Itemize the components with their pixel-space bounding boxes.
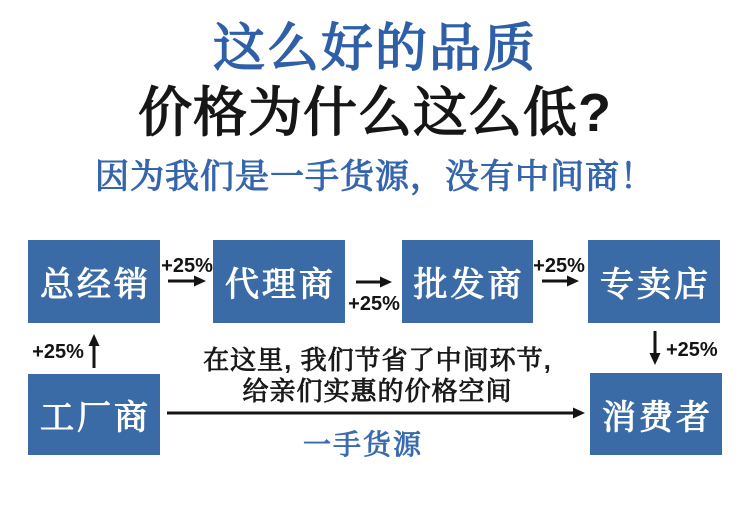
box-specialty-store: 专卖店 — [588, 240, 720, 323]
markup-label-4: +25% — [32, 341, 84, 363]
box-factory: 工厂商 — [28, 374, 160, 455]
page-title-line2: 价格为什么这么低? — [138, 83, 612, 143]
markup-label-3: +25% — [533, 255, 585, 277]
markup-label-1: +25% — [161, 255, 213, 277]
markup-label-2: +25% — [348, 293, 400, 315]
savings-note-line1: 在这里, 我们节省了中间环节, — [203, 345, 552, 375]
box-general-distributor: 总经销 — [28, 240, 160, 323]
first-hand-source-label: 一手货源 — [302, 429, 423, 460]
page-title-line1: 这么好的品质 — [212, 20, 537, 78]
savings-note — [170, 345, 585, 407]
markup-label-5: +25% — [666, 339, 718, 361]
page-subtitle: 因为我们是一手货源，没有中间商！ — [95, 158, 655, 196]
savings-note-line2: 给亲们实惠的价格空间 — [242, 376, 513, 406]
box-consumer: 消费者 — [590, 373, 722, 455]
box-wholesaler: 批发商 — [402, 240, 533, 323]
box-agent: 代理商 — [213, 240, 345, 323]
